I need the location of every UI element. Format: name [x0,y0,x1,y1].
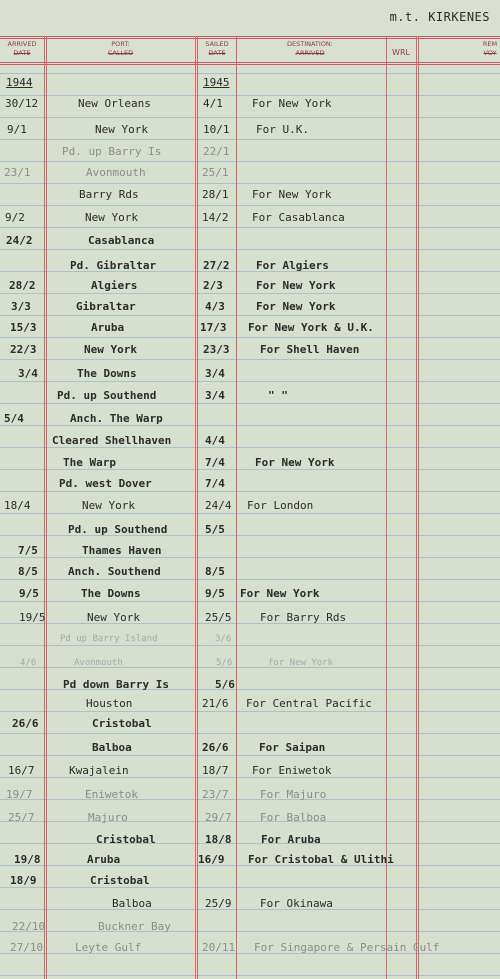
port-header [48,40,193,58]
port-called: Aruba [91,321,125,334]
sailed-date: 10/1 [203,123,230,136]
arrived-header-top: ARRIVED [7,40,37,48]
arrived-date: 22/10 [12,920,46,933]
destination: For New York [252,188,332,201]
port-called: Anch. The Warp [70,412,163,425]
column-divider [416,36,417,979]
port-called: The Warp [63,456,116,469]
sailed-date: 3/6 [215,634,232,644]
arrived-header [2,40,42,58]
sailed-date: 23/3 [203,343,230,356]
destination: For New York & U.K. [248,321,374,334]
sailed-date: 5/6 [215,678,235,691]
remarks-header-bottom: VOY [483,49,497,57]
port-called: Barry Rds [79,188,139,201]
sailed-date: 27/2 [203,259,230,272]
destination: For U.K. [256,123,309,136]
destination: " " [268,389,288,402]
sailed-date: 25/5 [205,611,232,624]
destination: For Casablanca [252,211,345,224]
column-divider [386,36,387,979]
header-top-rule [0,36,500,37]
port-called: The Downs [81,587,141,600]
sailed-date: 2/3 [203,279,223,292]
destination: For Majuro [260,788,327,801]
port-called: Pd. up Southend [68,523,168,536]
port-called: Casablanca [88,234,155,247]
sailed-date: 3/4 [205,367,225,380]
destination-header-top: DESTINATION: [287,40,333,48]
header-bottom-rule [0,62,500,63]
destination: For Central Pacific [246,697,372,710]
destination: For New York [240,587,320,600]
sailed-date: 5/6 [216,658,233,668]
sailed-date: 25/9 [205,897,232,910]
destination: For Singapore & Persain Gulf [254,941,440,954]
sailed-date: 25/1 [202,166,229,179]
port-called: New York [84,343,137,356]
port-called: Avonmouth [74,658,123,668]
header-top-rule-2 [0,38,500,39]
port-called: Aruba [87,853,121,866]
arrived-date: 3/4 [18,367,38,380]
sailed-date: 22/1 [203,145,230,158]
port-called: Thames Haven [82,544,162,557]
sailed-date: 16/9 [198,853,225,866]
column-divider [195,36,196,979]
port-called: New Orleans [78,97,151,110]
port-called: New York [82,499,135,512]
arrived-date: 22/3 [10,343,37,356]
sailed-date: 4/4 [205,434,225,447]
port-called: The Downs [77,367,137,380]
arrived-date: 9/1 [7,123,27,136]
sailed-year: 1945 [203,76,230,89]
arrived-date: 16/7 [8,764,35,777]
port-called: Cleared Shellhaven [52,434,172,447]
arrived-year: 1944 [6,76,33,89]
port-called: New York [87,611,140,624]
column-divider [418,36,419,979]
sailed-date: 7/4 [205,456,225,469]
port-called: Pd down Barry Is [63,678,169,691]
arrived-date: 5/4 [4,412,24,425]
sailed-date: 26/6 [202,741,229,754]
port-called: Anch. Southend [68,565,161,578]
arrived-date: 28/2 [9,279,36,292]
port-called: Avonmouth [86,166,146,179]
destination-header-bottom: ARRIVED [295,49,325,57]
port-called: Eniwetok [85,788,138,801]
wrl-header: WRL [392,48,410,57]
sailed-header-bottom: DATE [208,49,226,57]
arrived-date: 18/9 [10,874,37,887]
arrived-date: 7/5 [18,544,38,557]
sailed-date: 7/4 [205,477,225,490]
sailed-date: 5/5 [205,523,225,536]
sailed-date: 20/11 [202,941,236,954]
destination: For New York [252,97,332,110]
destination: For New York [255,456,335,469]
sailed-date: 23/7 [202,788,229,801]
port-called: New York [85,211,138,224]
sailed-date: 18/7 [202,764,229,777]
ship-name: m.t. KIRKENES [389,10,490,24]
port-called: Cristobal [90,874,150,887]
sailed-date: 18/8 [205,833,232,846]
port-called: Cristobal [96,833,156,846]
port-called: Pd. up Southend [57,389,157,402]
port-called: Pd. west Dover [59,477,152,490]
port-called: Houston [86,697,133,710]
sailed-date: 4/1 [203,97,223,110]
arrived-date: 9/2 [5,211,25,224]
destination: For New York [256,300,336,313]
arrived-date: 9/5 [19,587,39,600]
destination-header [240,40,380,58]
port-called: Cristobal [92,717,152,730]
remarks-header [470,40,500,58]
arrived-date: 8/5 [18,565,38,578]
destination: For Eniwetok [252,764,332,777]
arrived-date: 19/5 [19,611,46,624]
port-called: Pd. up Barry Is [62,145,162,158]
arrived-date: 19/7 [6,788,33,801]
sailed-date: 9/5 [205,587,225,600]
port-header-top: PORT: [111,40,130,48]
arrived-date: 4/6 [20,658,37,668]
arrived-date: 26/6 [12,717,39,730]
port-called: Algiers [91,279,138,292]
arrived-date: 23/1 [4,166,31,179]
port-header-bottom: CALLED [107,49,134,57]
column-divider [236,36,237,979]
destination: For Okinawa [260,897,333,910]
arrived-date: 15/3 [10,321,37,334]
destination: For London [247,499,314,512]
sailed-date: 17/3 [200,321,227,334]
arrived-header-bottom: DATE [13,49,31,57]
port-called: Pd. Gibraltar [70,259,157,272]
column-divider [197,36,198,979]
sailed-date: 21/6 [202,697,229,710]
port-called: Pd up Barry Island [60,634,158,644]
destination: For Balboa [260,811,327,824]
port-called: Balboa [112,897,152,910]
destination: For Algiers [256,259,329,272]
destination: for New York [268,658,334,668]
arrived-date: 25/7 [8,811,35,824]
sailed-date: 4/3 [205,300,225,313]
arrived-date: 18/4 [4,499,31,512]
sailed-header [198,40,236,58]
column-divider [46,36,47,979]
port-called: Gibraltar [76,300,136,313]
arrived-date: 24/2 [6,234,33,247]
column-divider [44,36,45,979]
destination: For Saipan [259,741,326,754]
arrived-date: 3/3 [11,300,31,313]
destination: For Cristobal & Ulithi [248,853,394,866]
port-called: Buckner Bay [98,920,171,933]
sailed-header-top: SAILED [205,40,229,48]
sailed-date: 8/5 [205,565,225,578]
port-called: Balboa [92,741,132,754]
arrived-date: 27/10 [10,941,44,954]
port-called: Kwajalein [69,764,129,777]
port-called: New York [95,123,148,136]
destination: For Barry Rds [260,611,347,624]
port-called: Majuro [88,811,128,824]
port-called: Leyte Gulf [75,941,142,954]
remarks-header-top: REM [482,40,498,48]
sailed-date: 29/7 [205,811,232,824]
destination: For Aruba [261,833,321,846]
sailed-date: 24/4 [205,499,232,512]
arrived-date: 19/8 [14,853,41,866]
arrived-date: 30/12 [5,97,39,110]
header-bottom-rule-2 [0,64,500,65]
sailed-date: 28/1 [202,188,229,201]
sailed-date: 3/4 [205,389,225,402]
destination: For New York [256,279,336,292]
sailed-date: 14/2 [202,211,229,224]
destination: For Shell Haven [260,343,360,356]
